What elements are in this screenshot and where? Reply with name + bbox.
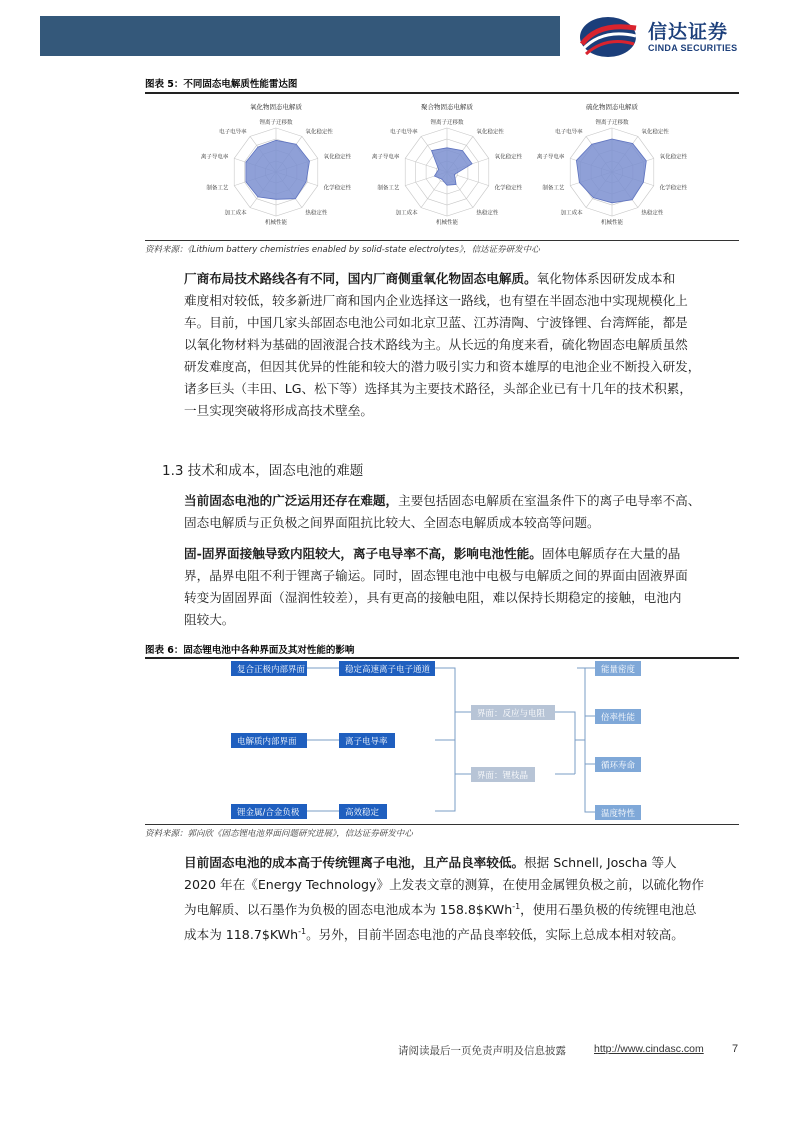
- paragraph-challenges: [184, 490, 740, 534]
- radar-axis-label: 氧化稳定性: [641, 129, 669, 136]
- radar-axis-label: 机械性能: [264, 220, 288, 226]
- radar-axis-label: 氧化稳定性: [494, 154, 523, 161]
- diagram-middle-box: 高效稳定: [339, 804, 387, 819]
- logo-text-en: CINDA SECURITIES: [648, 43, 738, 53]
- radar-axis-label: 电子电导率: [390, 129, 418, 136]
- text-line: 主要包括固态电解质在室温条件下的离子电导率不高、: [398, 493, 701, 508]
- figure6-title: 图表 6：固态锂电池中各种界面及其对性能的影响: [145, 645, 355, 656]
- radar-axis-label: 热稳定性: [476, 210, 499, 217]
- cinda-logo: [578, 14, 778, 60]
- superscript: -1: [298, 927, 307, 937]
- radar-axis-label: 锂离子迁移数: [430, 120, 464, 126]
- radar-charts: [145, 96, 739, 238]
- paragraph-lead: 厂商布局技术路线各有不同，国内厂商侧重氧化物固态电解质。: [184, 271, 537, 286]
- paragraph-lead: 固-固界面接触导致内阻较大，离子电导率不高，影响电池性能。: [184, 546, 542, 561]
- radar-axis-label: 制备工艺: [377, 185, 400, 192]
- radar-axis-label: 离子导电率: [536, 154, 565, 161]
- header-band: [40, 16, 560, 56]
- radar-axis-label: 加工成本: [395, 210, 418, 217]
- text-line: 车。目前，中国几家头部固态电池公司如北京卫蓝、江苏清陶、宁波锋锂、台湾辉能，都是: [184, 315, 688, 330]
- page-number: 7: [732, 1043, 739, 1055]
- figure5-title: 图表 5：不同固态电解质性能雷达图: [145, 79, 298, 90]
- radar-chart-title: 硫化物固态电解质: [586, 103, 638, 111]
- text-line: 。另外，目前半固态电池的产品良率较低，实际上总成本相对较高。: [306, 927, 684, 943]
- radar-axis-label: 氧化稳定性: [323, 154, 352, 161]
- text-line: 氧化物体系因研发成本和: [536, 271, 676, 286]
- diagram-middle-box: 稳定高速离子电子通道: [339, 661, 435, 676]
- paragraph-lead: 目前固态电池的成本高于传统锂离子电池，且产品良率较低。: [184, 855, 525, 870]
- radar-axis-label: 离子导电率: [371, 154, 400, 161]
- text-line: 阻较大。: [184, 612, 235, 627]
- text-line: 难度相对较低，较多新进厂商和国内企业选择这一路线，也有望在半固态池中实现规模化上: [184, 293, 688, 308]
- diagram-center-box: 界面：锂枝晶: [471, 767, 535, 782]
- radar-axis-label: 机械性能: [435, 220, 459, 226]
- logo-text-cn: 信达证券: [648, 21, 729, 43]
- radar-series-polygon: [432, 148, 473, 185]
- radar-axis-label: 氧化稳定性: [305, 129, 333, 136]
- text-line: 2020 年在《Energy Technology》上发表文章的测算，在使用金属锂负极之前，以硫化物作: [184, 877, 704, 892]
- radar-axis-label: 热稳定性: [305, 210, 328, 217]
- footer-website-link[interactable]: http://www.cindasc.com: [594, 1043, 704, 1055]
- radar-chart-title: 聚合物固态电解质: [421, 103, 473, 111]
- radar-axis-label: 加工成本: [224, 210, 247, 217]
- radar-axis-label: 加工成本: [560, 210, 583, 217]
- text-line: 研发难度高，但因其优异的性能和较大的潜力吸引实力和资本雄厚的电池企业不断投入研发，: [184, 359, 701, 374]
- radar-axis-label: 电子电导率: [555, 129, 583, 136]
- paragraph-manufacturer-layout: [184, 268, 740, 422]
- radar-axis-label: 电子电导率: [219, 129, 247, 136]
- diagram-right-box: 循环寿命: [595, 757, 641, 772]
- figure6-bottom-rule: [145, 824, 739, 825]
- cinda-logo-icon: [578, 14, 640, 60]
- diagram-center-box: 界面：反应与电阻: [471, 705, 555, 720]
- radar-axis-label: 制备工艺: [206, 185, 229, 192]
- superscript: -1: [512, 902, 521, 911]
- paragraph-interface: [184, 543, 740, 631]
- figure5-source: 资料来源：《Lithium battery chemistries enabled by solid-state electrolytes》，信达证券研发中心: [145, 245, 540, 255]
- paragraph-lead: 当前固态电池的广泛运用还存在难题，: [184, 493, 399, 508]
- radar-axis-label: 锂离子迁移数: [595, 120, 629, 126]
- figure6-source: 资料来源：郭向欣《固态锂电池界面问题研究进展》，信达证券研发中心: [145, 829, 413, 839]
- diagram-right-box: 能量密度: [595, 661, 641, 676]
- text-line: 诸多巨头（丰田、LG、松下等）选择其为主要技术路径，头部企业已有十几年的技术积累，: [184, 381, 692, 396]
- text-line: 为电解质、以石墨作为负极的固态电池成本为 158.8$KWh: [184, 902, 513, 918]
- text-line: ，使用石墨负极的传统锂电池总: [520, 902, 697, 918]
- section-heading: 1.3 技术和成本，固态电池的难题: [162, 463, 364, 479]
- text-line: 固态电解质与正负极之间界面阻抗比较大、全固态电解质成本较高等问题。: [184, 515, 600, 530]
- radar-axis-label: 氧化稳定性: [476, 129, 504, 136]
- radar-axis-label: 氧化稳定性: [659, 154, 688, 161]
- text-line: 固体电解质存在大量的晶: [541, 546, 681, 561]
- figure5-bottom-rule: [145, 240, 739, 241]
- radar-series-polygon: [576, 139, 646, 203]
- paragraph-cost: [184, 852, 740, 946]
- radar-axis-label: 热稳定性: [641, 210, 664, 217]
- figure5-top-rule: [145, 92, 739, 94]
- radar-axis-label: 离子导电率: [200, 154, 229, 161]
- diagram-middle-box: 离子电导率: [339, 733, 395, 748]
- text-line: 转变为固固界面（湿润性较差），具有更高的接触电阻，难以保持长期稳定的接触，电池内: [184, 590, 682, 605]
- footer-disclaimer: 请阅读最后一页免责声明及信息披露: [398, 1045, 566, 1057]
- diagram-left-box: 电解质内部界面: [231, 733, 307, 748]
- text-line: 根据 Schnell, Joscha 等人: [524, 855, 677, 870]
- radar-axis-label: 锂离子迁移数: [259, 120, 293, 126]
- diagram-left-box: 复合正极内部界面: [231, 661, 307, 676]
- text-line: 界，晶界电阻不利于锂离子输运。同时，固态锂电池中电极与电解质之间的界面由固液界面: [184, 568, 688, 583]
- radar-axis-label: 制备工艺: [542, 185, 565, 192]
- text-line: 以氧化物材料为基础的固液混合技术路线为主。从长远的角度来看，硫化物固态电解质虽然: [184, 337, 688, 352]
- radar-chart-title: 氧化物固态电解质: [250, 103, 302, 111]
- diagram-right-box: 温度特性: [595, 805, 641, 820]
- interface-diagram: [145, 658, 739, 822]
- radar-axis-label: 化学稳定性: [323, 185, 352, 192]
- radar-series-polygon: [246, 140, 310, 199]
- radar-axis-label: 化学稳定性: [659, 185, 688, 192]
- diagram-left-box: 锂金属/合金负极: [231, 804, 307, 819]
- diagram-right-box: 倍率性能: [595, 709, 641, 724]
- radar-axis-label: 化学稳定性: [494, 185, 523, 192]
- radar-axis-label: 机械性能: [600, 220, 624, 226]
- text-line: 一旦实现突破将形成高技术壁垒。: [184, 403, 373, 418]
- text-line: 成本为 118.7$KWh: [184, 927, 299, 943]
